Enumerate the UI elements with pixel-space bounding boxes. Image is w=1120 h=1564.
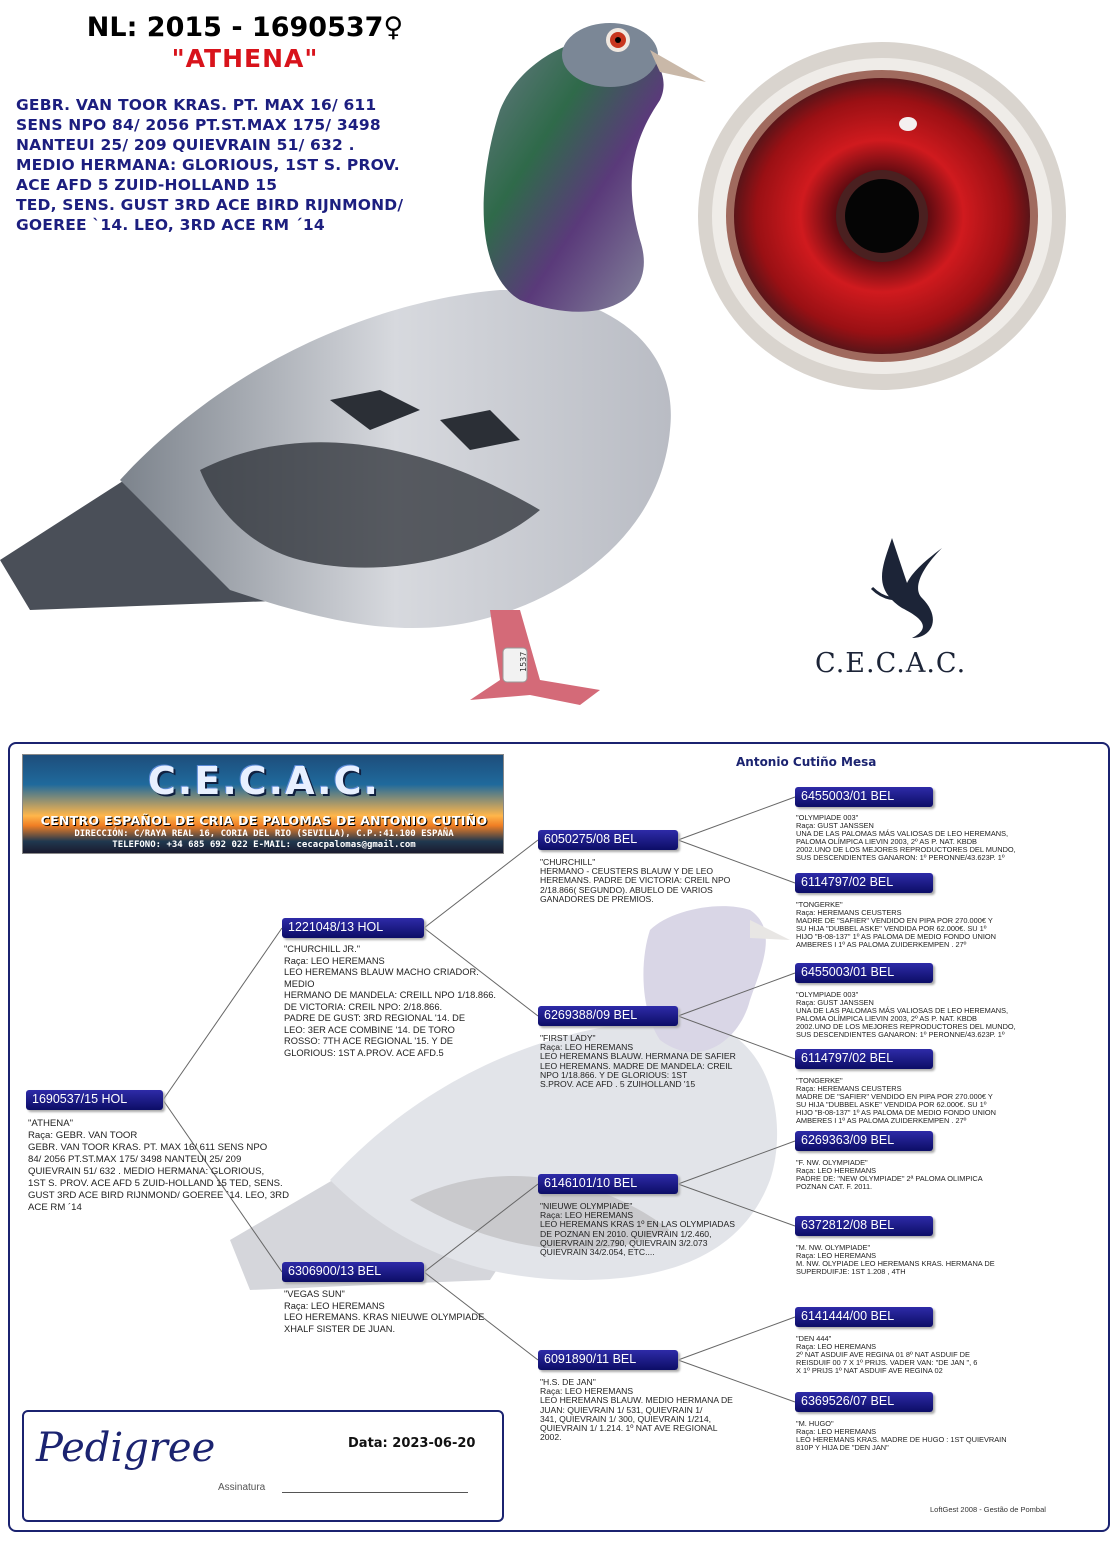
banner-subtitle: CENTRO ESPAÑOL DE CRIA DE PALOMAS DE ANTONIO CUTIÑO bbox=[40, 813, 488, 828]
ddd-ring-box[interactable]: 6369526/07 BEL bbox=[795, 1392, 933, 1412]
sdd-ring-box[interactable]: 6114797/02 BEL bbox=[795, 1049, 933, 1069]
ssd-ring-box[interactable]: 6114797/02 BEL bbox=[795, 873, 933, 893]
header-line: SENS NPO 84/ 2056 PT.ST.MAX 175/ 3498 bbox=[16, 116, 381, 134]
sire-details: "CHURCHILL JR." Raça: LEO HEREMANS LEO HEREMANS BLAUW MACHO CRIADOR. MEDIO HERMANO DE MANDELA: CREILL NPO 1/18.866. DE VICTORIA: CREIL NPO: 2/18.866. PADRE DE GUST: 3RD REGIONAL '14. DE LEO: 3ER ACE COMBINE '14. DE TORO ROSSO: 7TH ACE REGIONAL '15. Y DE GLORIOUS: 1ST A.PROV. ACE AFD.5 bbox=[284, 944, 497, 1058]
banner-address: DIRECCIÓN: C/RAYA REAL 16, CORIA DEL RIO (SEVILLA), C.P.:41.100 ESPAÑA bbox=[74, 829, 454, 839]
dds-ring-box[interactable]: 6141444/00 BEL bbox=[795, 1307, 933, 1327]
dam-sire-details: "NIEUWE OLYMPIADE" Raça: LEO HEREMANS LEO HEREMANS KRAS 1º EN LAS OLYMPIADAS DE POZNAN EN 2010. QUIEVRAIN 1/2.460, QUIERVRAIN 2/2.790, QUIEVRAIN 3/2.073 QUIEVRAIN 34/2.054, ETC.... bbox=[540, 1201, 735, 1258]
owner-name: Antonio Cutiño Mesa bbox=[736, 755, 877, 769]
ssd-details: "TONGERKE" Raça: HEREMANS CEUSTERS MADRE DE "SAFIER" VENDIDO EN PIPA POR 270.000€ Y SU HIJA "DUBBEL ASKE" VENDIDA POR 62.000€. SU 1º HIJO "B-08-137" 1º AS PALOMA DE MEDIO FONDO UNION AMBERES I 1º AS PALOMA ZUIDERKEMPEN . 27º bbox=[796, 900, 997, 950]
dsd-details: "M. NW. OLYMPIADE" Raça: LEO HEREMANS M. NW. OLYPIADE LEO HEREMANS KRAS. HERMANA DE SUPERDUIFJE: 1ST 1.208 , 4TH bbox=[796, 1243, 995, 1277]
signature-line[interactable] bbox=[282, 1492, 468, 1493]
subject-details: "ATHENA" Raça: GEBR. VAN TOOR GEBR. VAN TOOR KRAS. PT. MAX 16/ 611 SENS NPO 84/ 2056 PT.ST.MAX 175/ 3498 NANTEUI 25/ 209 QUIEVRAIN 51/ 632 . MEDIO HERMANA: GLORIOUS, 1ST S. PROV. ACE AFD 5 ZUID-HOLLAND 15 TED, SENS. GUST 3RD ACE BIRD RIJNMOND/ GOEREE `14. LEO, 3RD ACE RM ´14 bbox=[28, 1118, 290, 1213]
pedigree-script-title: Pedigree bbox=[36, 1425, 216, 1471]
sire-sire-details: "CHURCHILL" HERMANO - CEUSTERS BLAUW Y DE LEO HEREMANS. PADRE DE VICTORIA: CREIL NPO 2/18.866( SEGUNDO). ABUELO DE VARIOS GANADORES DE PREMIOS. bbox=[540, 857, 731, 904]
dss-details: "F. NW. OLYMPIADE" Raça: LEO HEREMANS PADRE DE: "NEW OLYMPIADE" 2ª PALOMA OLIMPICA POZNAN CAT. F. 2011. bbox=[796, 1158, 983, 1192]
header-line: MEDIO HERMANA: GLORIOUS, 1ST S. PROV. bbox=[16, 156, 400, 174]
bird-name: "ATHENA" bbox=[171, 44, 319, 73]
dam-details: "VEGAS SUN" Raça: LEO HEREMANS LEO HEREMANS. KRAS NIEUWE OLYMPIADE XHALF SISTER DE JUAN. bbox=[284, 1289, 485, 1334]
dds-details: "DEN 444" Raça: LEO HEREMANS 2º NAT ASDUIF AVE REGINA 01 8º NAT ASDUIF DE REISDUIF 00 7 X 1º PRIJS. VADER VAN: "DE JAN ", 6 X 1º PRIJS 1º NAT ASDUIF AVE REGINA 02 bbox=[796, 1334, 978, 1376]
dsd-ring-box[interactable]: 6372812/08 BEL bbox=[795, 1216, 933, 1236]
sdd-details: "TONGERKE" Raça: HEREMANS CEUSTERS MADRE DE "SAFIER" VENDIDO EN PIPA POR 270.000€ Y SU HIJA "DUBBEL ASKE" VENDIDA POR 62.000€. SU 1º HIJO "B-08-137" 1º AS PALOMA DE MEDIO FONDO UNION AMBERES I 1º AS PALOMA ZUIDERKEMPEN . 27º bbox=[796, 1076, 997, 1126]
date-label: Data: 2023-06-20 bbox=[348, 1436, 476, 1451]
sds-details: "OLYMPIADE 003" Raça: GUST JANSSEN UNA DE LAS PALOMAS MÁS VALIOSAS DE LEO HEREMANS, PALOMA OLÍMPICA LIEVIN 2003, 2º AS P. NAT. KBDB 2002.UNO DE LOS MEJORES REPRODUCTORES DEL MUNDO, SUS DESCENDIENTES GANARON: 1º PERONNE/43.623P. 1º bbox=[796, 990, 1016, 1040]
sds-ring-box[interactable]: 6455003/01 BEL bbox=[795, 963, 933, 983]
cecac-logo-text: C.E.C.A.C. bbox=[815, 648, 967, 679]
dam-dam-ring-box[interactable]: 6091890/11 BEL bbox=[538, 1350, 678, 1370]
subject-ring-box[interactable]: 1690537/15 HOL bbox=[26, 1090, 163, 1110]
sss-ring-box[interactable]: 6455003/01 BEL bbox=[795, 787, 933, 807]
header-line: TED, SENS. GUST 3RD ACE BIRD RIJNMOND/ bbox=[16, 196, 404, 214]
ddd-details: "M. HUGO" Raça: LEO HEREMANS LEO HEREMANS KRAS. MADRE DE HUGO : 1ST QUIEVRAIN 810P Y HIJA DE "DEN JAN" bbox=[796, 1419, 1007, 1453]
banner-phone: TELEFONO: +34 685 692 022 E-MAIL: cecacpalomas@gmail.com bbox=[112, 840, 416, 850]
signature-label: Assinatura bbox=[218, 1482, 266, 1493]
banner-title: C.E.C.A.C. bbox=[148, 759, 380, 803]
sire-dam-ring-box[interactable]: 6269388/09 BEL bbox=[538, 1006, 678, 1026]
dss-ring-box[interactable]: 6269363/09 BEL bbox=[795, 1131, 933, 1151]
header-line: ACE AFD 5 ZUID-HOLLAND 15 bbox=[16, 176, 278, 194]
header-line: NANTEUI 25/ 209 QUIEVRAIN 51/ 632 . bbox=[16, 136, 355, 154]
dam-ring-box[interactable]: 6306900/13 BEL bbox=[282, 1262, 424, 1282]
ring-number-title: NL: 2015 - 1690537♀ bbox=[86, 12, 404, 43]
sire-sire-ring-box[interactable]: 6050275/08 BEL bbox=[538, 830, 678, 850]
footer-credit: LoftGest 2008 - Gestão de Pombal bbox=[930, 1505, 1046, 1514]
leg-band-text: 1537 bbox=[519, 651, 528, 672]
header-line: GEBR. VAN TOOR KRAS. PT. MAX 16/ 611 bbox=[16, 96, 377, 114]
header-line: GOEREE `14. LEO, 3RD ACE RM ´14 bbox=[16, 216, 325, 234]
sire-dam-details: "FIRST LADY" Raça: LEO HEREMANS LEO HEREMANS BLAUW. HERMANA DE SAFIER LEO HEREMANS. MADRE DE MANDELA: CREIL NPO 1/18.866. Y DE GLORIOUS: 1ST S.PROV. ACE AFD . 5 ZUIHOLLAND '15 bbox=[540, 1033, 736, 1090]
dam-sire-ring-box[interactable]: 6146101/10 BEL bbox=[538, 1174, 678, 1194]
sss-details: "OLYMPIADE 003" Raça: GUST JANSSEN UNA DE LAS PALOMAS MÁS VALIOSAS DE LEO HEREMANS, PALOMA OLÍMPICA LIEVIN 2003, 2º AS P. NAT. KBDB 2002.UNO DE LOS MEJORES REPRODUCTORES DEL MUNDO, SUS DESCENDIENTES GANARON: 1º PERONNE/43.623P. 1º bbox=[796, 813, 1016, 863]
sire-ring-box[interactable]: 1221048/13 HOL bbox=[282, 918, 424, 938]
dam-dam-details: "H.S. DE JAN" Raça: LEO HEREMANS LEO HEREMANS BLAUW. MEDIO HERMANA DE JUAN: QUIEVRAIN 1/ 531, QUIEVRAIN 1/ 341, QUIEVRAIN 1/ 300, QUIEVRAIN 1/214, QUIEVRAIN 1/ 1.214. 1º NAT AVE REGIONAL 2002. bbox=[540, 1377, 733, 1443]
